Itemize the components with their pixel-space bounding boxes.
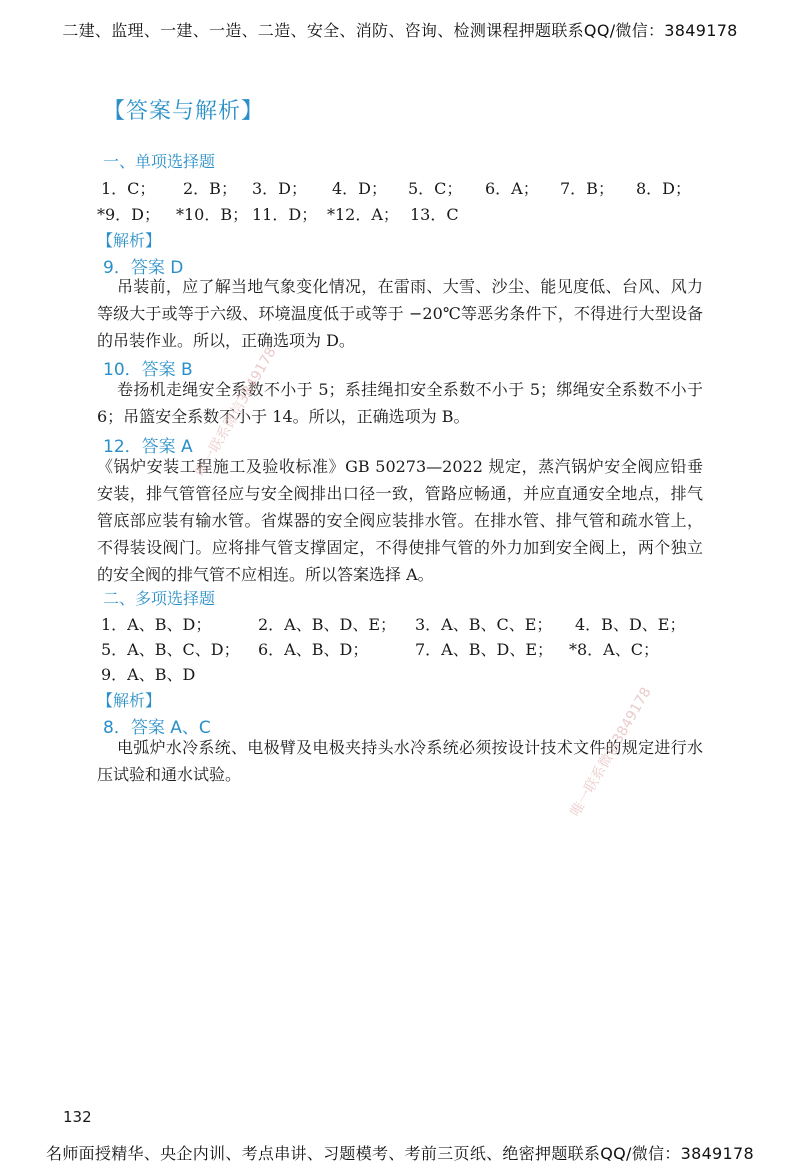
analysis-label: 【解析】 <box>97 231 162 250</box>
answer-item: 11．D； <box>252 205 318 224</box>
q10-answer-heading: 10．答案 B <box>103 360 193 380</box>
answer-item: 13．C <box>410 205 459 224</box>
multi-choice-heading: 二、多项选择题 <box>103 589 216 608</box>
answer-item: 5．C； <box>408 179 463 198</box>
answer-item: 3．A、B、C、E； <box>415 615 553 634</box>
q8-answer-heading: 8．答案 A、C <box>103 718 211 738</box>
q12-explanation: 《锅炉安装工程施工及验收标准》GB 50273—2022 规定，蒸汽锅炉安全阀应铅垂安装，排气管管径应与安全阀排出口径一致，管路应畅通，并应直通安全地点，排气管底部应装有输水管。省煤器的安全阀应装排水管。在排水管、排气管和疏水管上，不得装设阀门。应将排气管支撑固定，不得使排气管的外力加到安全阀上，两个独立的安全阀的排气管不应相连。所以答案选择 A。 <box>97 457 703 584</box>
answer-item: *10．B； <box>176 205 249 224</box>
answer-item: 6．A、B、D； <box>258 640 369 659</box>
answer-item: 7．A、B、D、E； <box>415 640 554 659</box>
answer-item: 4．B、D、E； <box>575 615 686 634</box>
answer-item: 4．D； <box>332 179 388 198</box>
answer-item: 2．B； <box>183 179 237 198</box>
q8-explanation: 电弧炉水冷系统、电极臂及电极夹持头水冷系统必须按设计技术文件的规定进行水压试验和通水试验。 <box>97 738 703 784</box>
q12-answer-heading: 12．答案 A <box>103 437 193 457</box>
answer-item: 9．A、B、D <box>101 665 196 684</box>
q9-explanation: 吊装前，应了解当地气象变化情况，在雷雨、大雪、沙尘、能见度低、台风、风力等级大于或等于六级、环境温度低于或等于 −20℃等恶劣条件下，不得进行大型设备的吊装作业。所以，正确选项为 D。 <box>97 277 703 350</box>
answer-item: 1．A、B、D； <box>101 615 212 634</box>
answer-item: 6．A； <box>485 179 539 198</box>
watermark: 唯一联系微信3849178 <box>192 344 280 480</box>
header-banner: 二建、监理、一建、一造、二造、安全、消防、咨询、检测课程押题联系QQ/微信：3849178 <box>62 21 738 40</box>
answer-item: *9．D； <box>97 205 161 224</box>
page-number: 132 <box>63 1108 92 1126</box>
answer-item: 1．C； <box>101 179 156 198</box>
answer-item: 5．A、B、C、D； <box>101 640 240 659</box>
footer-banner: 名师面授精华、央企内训、考点串讲、习题模考、考前三页纸、绝密押题联系QQ/微信：3849178 <box>46 1144 754 1163</box>
single-choice-heading: 一、单项选择题 <box>103 152 216 171</box>
q9-answer-heading: 9．答案 D <box>103 258 184 278</box>
analysis-label: 【解析】 <box>97 691 162 710</box>
watermark: 唯一联系微信3849178 <box>567 684 655 820</box>
answer-item: *12．A； <box>327 205 399 224</box>
answer-item: 2．A、B、D、E； <box>258 615 397 634</box>
section-title: 【答案与解析】 <box>103 99 265 124</box>
answer-item: 3．D； <box>252 179 308 198</box>
answer-item: *8．A、C； <box>569 640 659 659</box>
answer-item: 7．B； <box>560 179 614 198</box>
answer-item: 8．D； <box>636 179 692 198</box>
q10-explanation: 卷扬机走绳安全系数不小于 5；系挂绳扣安全系数不小于 5；绑绳安全系数不小于 6；吊篮安全系数不小于 14。所以，正确选项为 B。 <box>97 380 703 426</box>
